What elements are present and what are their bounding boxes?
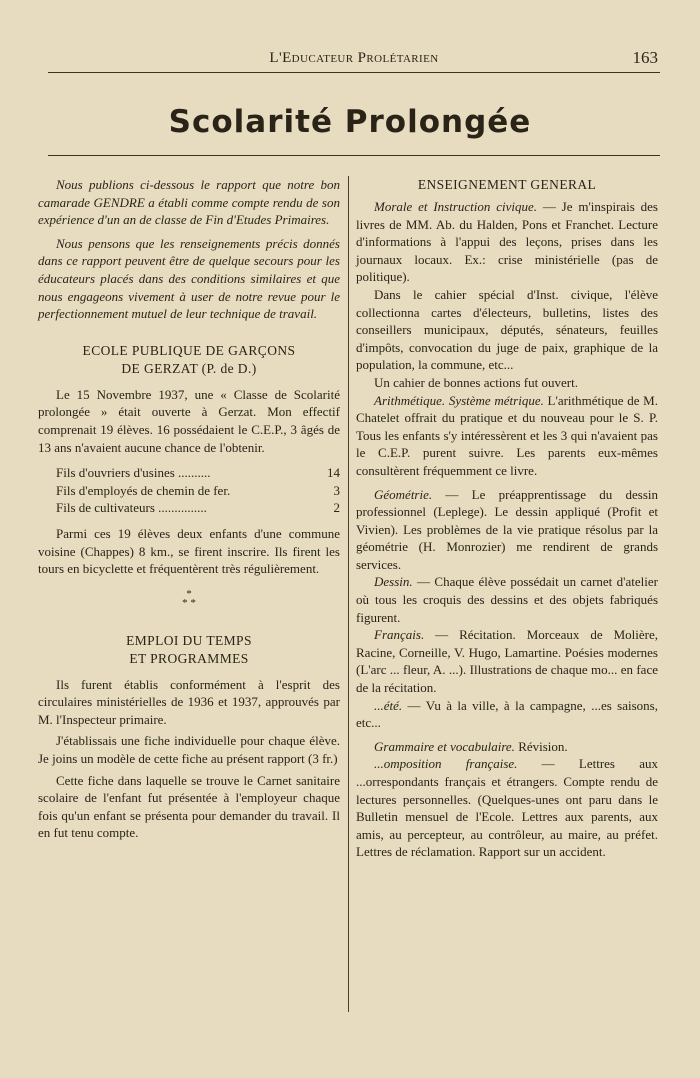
subject-paragraph	[356, 755, 658, 861]
journal-name: L'Educateur Prolétarien	[269, 50, 439, 66]
school-heading-line: ECOLE PUBLIQUE DE GARÇONS	[82, 342, 296, 358]
subject-label: Arithmétique. Système métrique.	[374, 392, 544, 408]
body-paragraph: Dans le cahier spécial d'Inst. civique, l'élève collectionna cartes d'électeurs, bulletins, listes des conseillers municipaux, députés, sénateurs, feuilles d'impôts, convocation du juge de paix, graphique de la population, la commune, etc...	[356, 286, 658, 373]
subject-paragraph	[356, 392, 658, 480]
subject-label: Dessin.	[374, 574, 413, 590]
asterism-bottom: * *	[182, 596, 196, 609]
body-paragraph: Cette fiche dans laquelle se trouve le Carnet sanitaire scolaire de l'enfant fut présentée à l'employeur chaque fois qu'un enfant se présenta pour demander du travail. Il en fut tenu compte.	[38, 772, 340, 841]
pupil-origin-list	[38, 464, 340, 517]
list-item-label: Fils d'employés de chemin de fer.	[56, 482, 231, 498]
subject-label: ...omposition française.	[374, 756, 518, 772]
list-item	[38, 499, 340, 517]
page-number: 163	[632, 48, 658, 67]
body-paragraph: J'établissais une fiche individuelle pour chaque élève. Je joins un modèle de cette fiche au présent rapport (3 fr.)	[38, 733, 340, 767]
subject-text: — Vu à la ville, à la campagne, ...es saisons, etc...	[356, 697, 658, 731]
list-item-value: 3	[333, 482, 340, 498]
subject-paragraph	[356, 738, 658, 756]
subject-label: Grammaire et vocabulaire.	[374, 738, 515, 754]
subject-text: — Le préapprentissage du dessin professionnel (Leplege). Le dessin appliqué (Profit et Vivien). Les problèmes de la vie pratique résolus par la géométrie (H. Monrozier) me rendirent de grands services.	[356, 486, 658, 572]
emploi-heading	[38, 632, 340, 668]
list-item-label: Fils de cultivateurs ...............	[56, 500, 207, 516]
title-rule	[48, 155, 660, 156]
subject-text: — Récitation. Morceaux de Molière, Racine, Corneille, V. Hugo, Lamartine. Poésies modernes (L'arc ... fleur, A. ...). Illustrations de chaque mo... en face de la récitation.	[356, 627, 658, 696]
section-heading: ENSEIGNEMENT GENERAL	[417, 177, 597, 192]
list-item-value: 2	[333, 500, 340, 516]
subject-text: Révision.	[514, 738, 568, 754]
body-paragraph: Ils furent établis conformément à l'esprit des circulaires ministérielles de 1936 et 1937, approuvés par M. l'Inspecteur primaire.	[38, 676, 340, 727]
asterism-separator	[38, 587, 340, 609]
list-item	[38, 464, 340, 482]
emploi-heading-line: EMPLOI DU TEMPS	[126, 632, 252, 648]
column-divider	[348, 176, 349, 1012]
subject-paragraph	[356, 573, 658, 626]
subject-label: Géométrie.	[374, 486, 433, 502]
subject-text: L'arithmétique de M. Chatelet offrait du pratique et du nouveau pour le S. P. Tous les enfants s'y intéressèrent et les 3 qui n'avaient pas le C.E.P. purent suivre. Les parents eux-mêmes consultèrent fréquemment ce livre.	[356, 392, 658, 478]
left-column	[38, 176, 340, 842]
subject-paragraph	[356, 198, 658, 286]
emploi-heading-line: ET PROGRAMMES	[129, 650, 249, 666]
subject-label: Français.	[374, 627, 425, 643]
subject-text: — Chaque élève possédait un carnet d'atelier où tous les croquis des dessins et des objets fabriqués figurent.	[356, 574, 658, 625]
list-item-label: Fils d'ouvriers d'usines ..........	[56, 465, 211, 481]
body-paragraph: Parmi ces 19 élèves deux enfants d'une commune voisine (Chappes) 8 km., se firent inscrire. Ils firent les tours en bicyclette et fréquentèrent très régulièrement.	[38, 525, 340, 577]
subject-text: — Je m'inspirais des livres de MM. Ab. du Halden, Pons et Franchet. Lecture d'informations à l'appui des leçons, prises dans les journaux locaux. Ex.: crise ministérielle (pas de politique).	[356, 199, 658, 285]
right-column	[356, 176, 658, 861]
subject-label: Morale et Instruction civique.	[374, 199, 537, 214]
body-paragraph: Le 15 Novembre 1937, une « Classe de Scolarité prolongée » était ouverte à Gerzat. Mon effectif comprenait 19 élèves. 16 possédaient le C.E.P., 3 âgés de 13 ans n'avaient aucune chance de l'obtenir.	[38, 386, 340, 455]
school-heading-line: DE GERZAT (P. de D.)	[121, 360, 257, 376]
list-item	[38, 482, 340, 500]
subject-paragraph	[356, 697, 658, 732]
school-heading	[38, 342, 340, 378]
subject-text: — Lettres aux ...orrespondants français et étrangers. Compte rendu de lectures personnelles. (Quelques-unes ont paru dans le Bulletin mensuel de l'Ecole. Lettres aux parents, aux amis, au percepteur, au contrôleur, au maire, au préfet. Lettres de réclamation. Rapport sur un accident.	[356, 756, 658, 860]
subject-label: ...été.	[374, 697, 403, 713]
list-item-value: 14	[327, 465, 340, 481]
subject-paragraph	[356, 486, 658, 574]
body-paragraph: Un cahier de bonnes actions fut ouvert.	[374, 374, 578, 390]
editorial-intro	[38, 176, 340, 323]
article-title: Scolarité Prolongée	[168, 104, 532, 140]
intro-paragraph: Nous publions ci-dessous le rapport que notre bon camarade GENDRE a établi comme compte rendu de son expérience d'un an de classe de Fin d'Etudes Primaires.	[38, 177, 340, 228]
running-header	[48, 46, 660, 73]
subject-paragraph	[356, 626, 658, 696]
asterism-top: *	[186, 587, 192, 600]
intro-paragraph: Nous pensons que les renseignements précis donnés dans ce rapport peuvent être de quelque secours pour les éducateurs placés dans des conditions similaires et que nous engageons vivement à user de notre revue pour le perfectionnement mutuel de leur technique de travail.	[38, 235, 340, 322]
